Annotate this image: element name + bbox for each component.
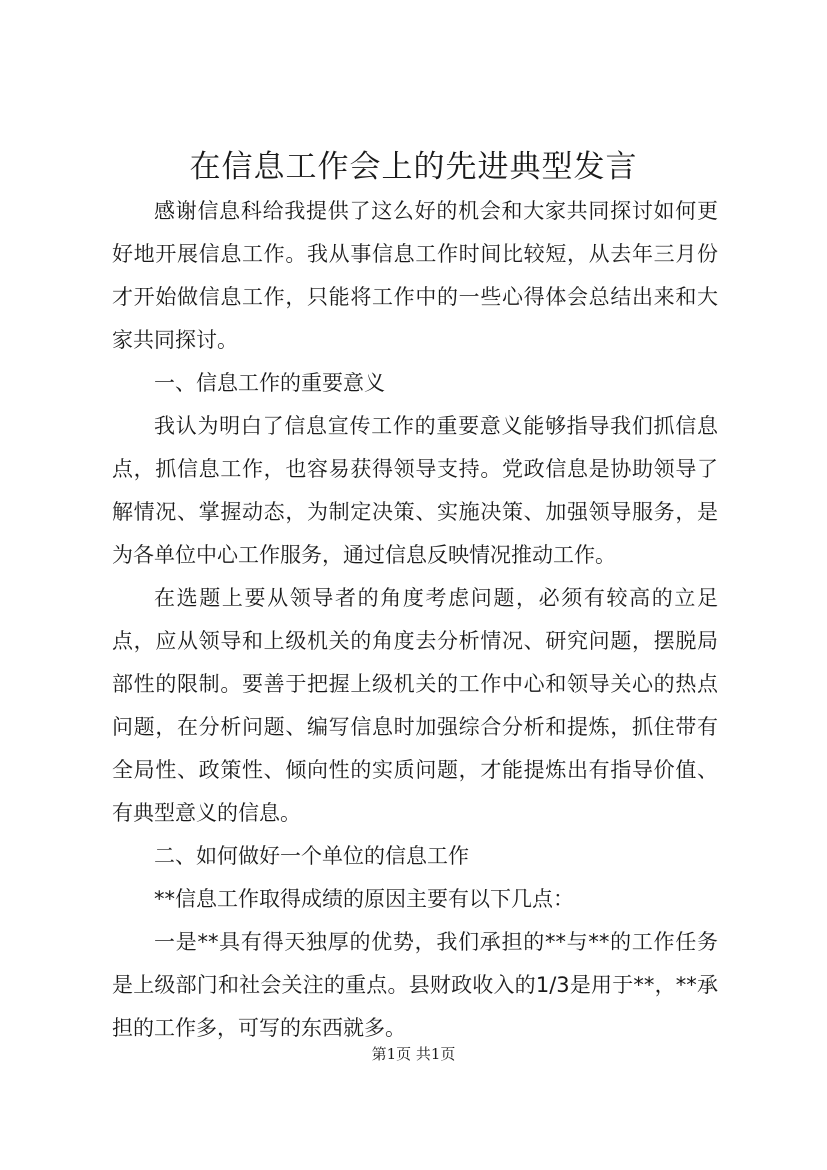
- section-heading-2: 二、如何做好一个单位的信息工作: [154, 844, 469, 868]
- document-body: [112, 190, 718, 1050]
- paragraph-reason-1: 一是**具有得天独厚的优势，我们承担的**与**的工作任务是上级部门和社会关注的重点。县财政收入的1/3是用于**，**承担的工作多，可写的东西就多。: [112, 930, 718, 1040]
- paragraph-intro: 感谢信息科给我提供了这么好的机会和大家共同探讨如何更好地开展信息工作。我从事信息工作时间比较短，从去年三月份才开始做信息工作，只能将工作中的一些心得体会总结出来和大家共同探讨。: [112, 199, 718, 352]
- document-title: 在信息工作会上的先进典型发言: [189, 149, 638, 185]
- paragraph-topic-selection: 在选题上要从领导者的角度考虑问题，必须有较高的立足点，应从领导和上级机关的角度去分析情况、研究问题，摆脱局部性的限制。要善于把握上级机关的工作中心和领导关心的热点问题，在分析问题、编写信息时加强综合分析和提炼，抓住带有全局性、政策性、倾向性的实质问题，才能提炼出有指导价值、有典型意义的信息。: [112, 586, 718, 825]
- section-heading-1: 一、信息工作的重要意义: [154, 371, 385, 395]
- paragraph-reasons-intro: **信息工作取得成绩的原因主要有以下几点：: [154, 887, 574, 911]
- paragraph-importance: 我认为明白了信息宣传工作的重要意义能够指导我们抓信息点，抓信息工作，也容易获得领导支持。党政信息是协助领导了解情况、掌握动态，为制定决策、实施决策、加强领导服务，是为各单位中心工作服务，通过信息反映情况推动工作。: [112, 414, 718, 567]
- page-footer: 第1页 共1页: [371, 1045, 456, 1063]
